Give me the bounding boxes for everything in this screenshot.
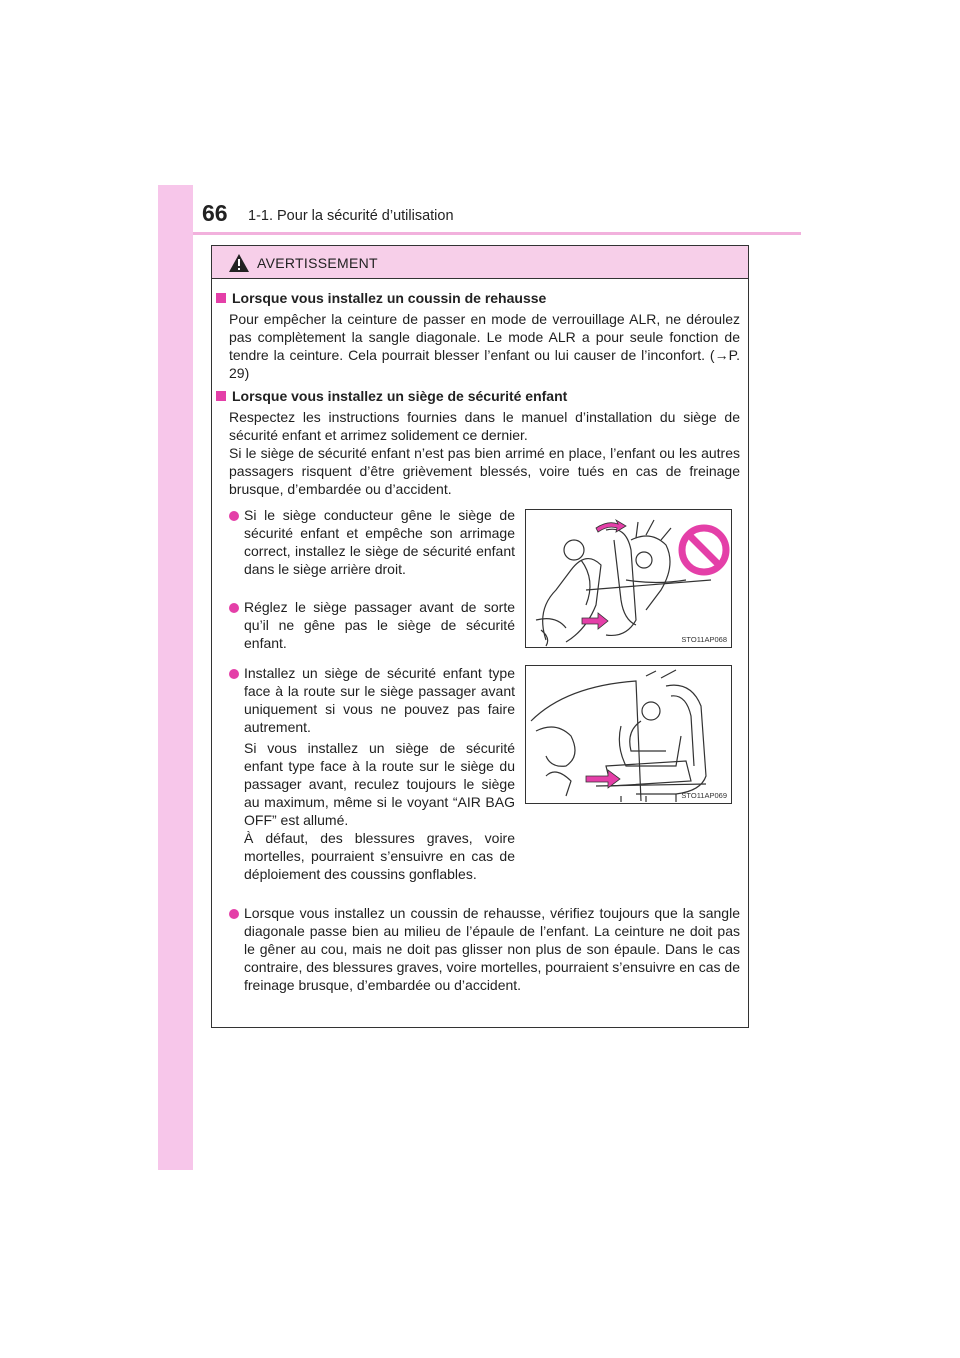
warning-box [211,245,749,1028]
bullet3-text: Installez un siège de sécurité enfant type face à la route sur le siège passager avant uniquement si vous ne pouvez pas faire autrement. [244,665,515,735]
round-bullet-icon [229,669,239,679]
side-tab-band [158,185,193,1170]
forward-facing-seat-drawing [526,666,731,803]
warning-header [212,246,748,279]
section2-text2: Si le siège de sécurité enfant n’est pas bien arrimé en place, l’enfant ou les autres passagers risquent d’être grièvement blessés, voire tués en cas de freinage brusque, d’embardée ou d’accident. [229,445,740,497]
bullet3-sub2-text: À défaut, des blessures graves, voire mortelles, pourraient s’ensuivre en cas de déploiement des coussins gonflables. [244,830,515,882]
section2-heading-text: Lorsque vous installez un siège de sécurité enfant [232,388,568,404]
bullet1-text: Si le siège conducteur gêne le siège de sécurité enfant et empêche son arrimage correct, installez le siège de sécurité enfant dans le siège arrière droit. [244,507,515,577]
illustration-code: STO11AP069 [681,791,727,800]
page-number: 66 [202,200,228,226]
warning-triangle-icon [228,253,250,273]
illustration-front-seat-interference [525,509,732,648]
square-bullet-icon [216,391,226,401]
section1-heading-text: Lorsque vous installez un coussin de rehausse [232,290,547,306]
child-seat-interference-drawing [526,510,731,647]
section2-heading [212,388,567,404]
bullet3-sub1-text: Si vous installez un siège de sécurité enfant type face à la route sur le siège du passager avant, reculez toujours le siège au maximum, même si le voyant “AIR BAG OFF” est allumé. [244,740,515,828]
round-bullet-icon [229,511,239,521]
round-bullet-icon [229,603,239,613]
header-rule [193,232,801,235]
round-bullet-icon [229,909,239,919]
illustration-code: STO11AP068 [681,635,727,644]
illustration-forward-facing-seat [525,665,732,804]
warning-label: AVERTISSEMENT [257,255,378,271]
square-bullet-icon [216,293,226,303]
section1-heading [212,290,546,306]
section-title: 1-1. Pour la sécurité d’utilisation [248,208,454,224]
bullet4-text: Lorsque vous installez un coussin de rehausse, vérifiez toujours que la sangle diagonale passe bien au milieu de l’épaule de l’enfant. La ceinture ne doit pas le gêner au cou, mais ne doit pas glisser non plus de son épaule. Dans le cas contraire, des blessures graves, voire mortelles, pourraient s’ensuivre en cas de freinage brusque, d’embardée ou d’accident. [244,905,740,993]
section1-text: Pour empêcher la ceinture de passer en mode de verrouillage ALR, ne déroulez pas complètement la sangle diagonale. Le mode ALR a pour seule fonction de tendre la ceinture. Cela pourrait blesser l’enfant ou lui causer de l’inconfort. (→P. 29) [229,311,740,381]
bullet2-text: Réglez le siège passager avant de sorte qu’il ne gêne pas le siège de sécurité enfant. [244,599,515,651]
section2-text1: Respectez les instructions fournies dans le manuel d’installation du siège de sécurité enfant et arrimez solidement ce dernier. [229,409,740,443]
